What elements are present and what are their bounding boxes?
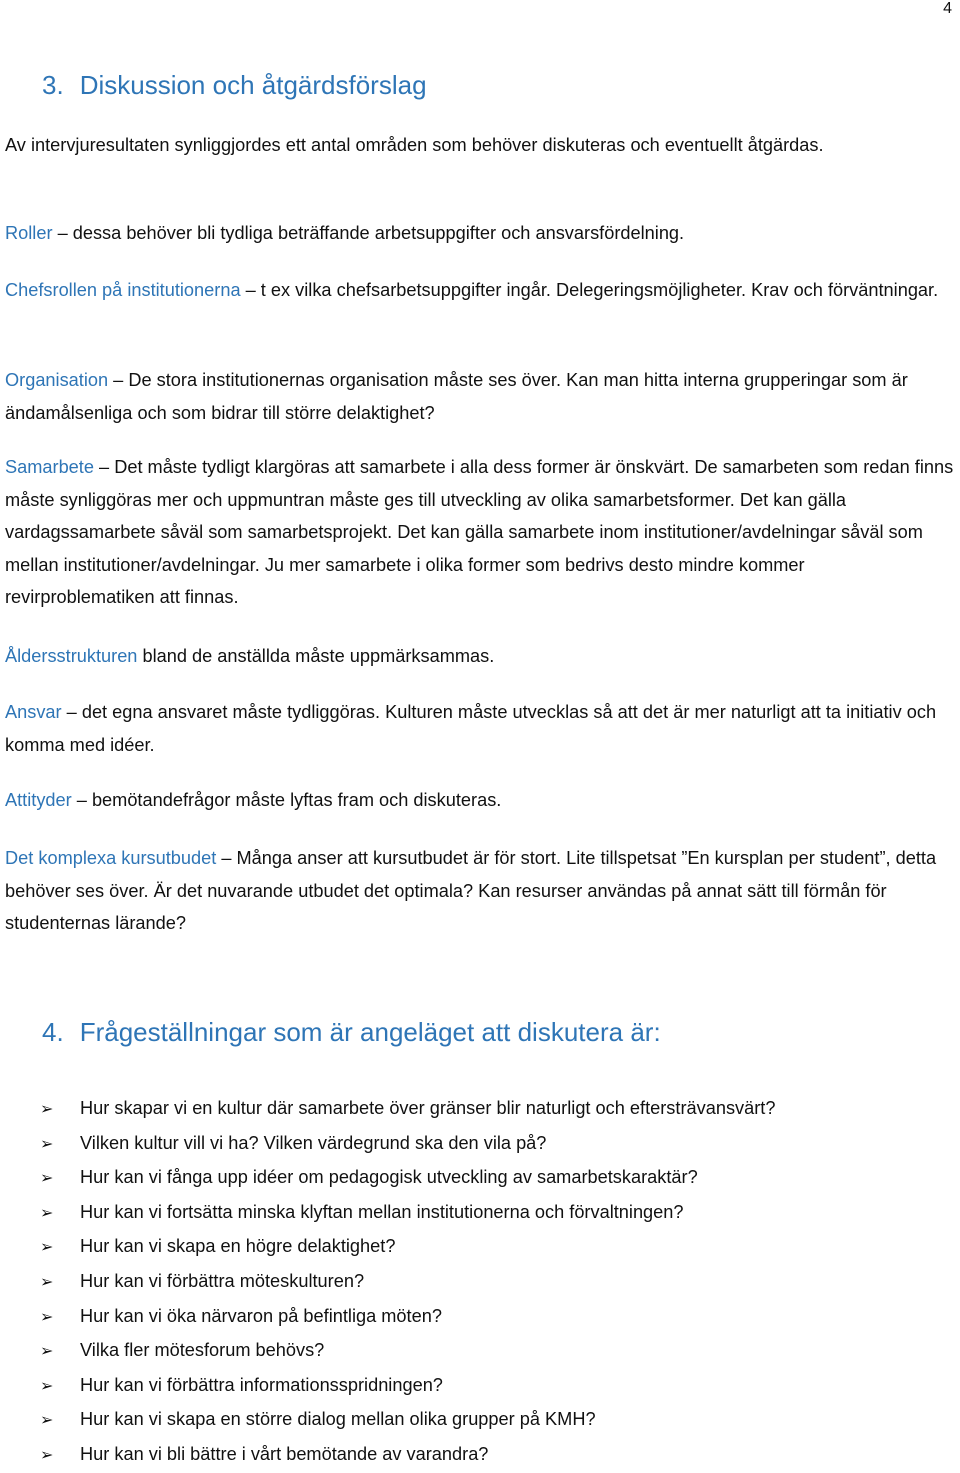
list-item (40, 1300, 775, 1335)
arrowhead-bullet-icon: ➢ (40, 1377, 54, 1395)
section-title: Diskussion och åtgärdsförslag (79, 70, 427, 100)
topic-paragraph-kursutbud (5, 842, 955, 940)
arrowhead-bullet-icon: ➢ (40, 1412, 54, 1430)
list-item (40, 1369, 775, 1404)
question-text: Hur kan vi fortsätta minska klyftan mellan institutionerna och förvaltningen? (80, 1201, 684, 1222)
topic-label: Åldersstrukturen (5, 646, 138, 666)
page-number: 4 (943, 0, 952, 17)
arrowhead-bullet-icon: ➢ (40, 1170, 54, 1188)
arrowhead-bullet-icon: ➢ (40, 1204, 54, 1222)
arrowhead-bullet-icon: ➢ (40, 1343, 54, 1361)
list-item (40, 1196, 775, 1231)
question-text: Hur kan vi skapa en större dialog mellan olika grupper på KMH? (80, 1409, 596, 1430)
question-text: Hur kan vi förbättra informationsspridningen? (80, 1374, 443, 1395)
topic-label: Organisation (5, 370, 109, 390)
list-item (40, 1092, 775, 1127)
topic-paragraph-organisation (5, 364, 955, 429)
topic-text: – t ex vilka chefsarbetsuppgifter ingår. Delegeringsmöjligheter. Krav och förväntningar. (240, 280, 939, 300)
question-list (40, 1092, 775, 1473)
section-3-heading (42, 70, 427, 101)
arrowhead-bullet-icon: ➢ (40, 1446, 54, 1464)
section-number: 4. (42, 1017, 64, 1047)
topic-label: Det komplexa kursutbudet (5, 848, 217, 868)
list-item (40, 1127, 775, 1162)
topic-paragraph-roller (5, 217, 955, 250)
arrowhead-bullet-icon: ➢ (40, 1308, 54, 1326)
topic-paragraph-aldersstrukturen (5, 640, 955, 673)
arrowhead-bullet-icon: ➢ (40, 1239, 54, 1257)
topic-text: – dessa behöver bli tydliga beträffande arbetsuppgifter och ansvarsfördelning. (52, 223, 685, 243)
question-text: Hur skapar vi en kultur där samarbete över gränser blir naturligt och eftersträvansvärt? (80, 1098, 776, 1118)
list-item (40, 1230, 775, 1265)
question-text: Vilka fler mötesforum behövs? (80, 1340, 325, 1361)
section-number: 3. (42, 70, 64, 100)
list-item (40, 1403, 775, 1438)
question-text: Hur kan vi skapa en högre delaktighet? (80, 1236, 396, 1257)
section-title: Frågeställningar som är angeläget att diskutera är: (79, 1017, 661, 1047)
topic-text: – De stora institutionernas organisation måste ses över. Kan man hitta interna grupperingar som är ändamålsenliga och som bidrar till större delaktighet? (5, 370, 908, 423)
topic-paragraph-samarbete (5, 451, 955, 614)
arrowhead-bullet-icon: ➢ (40, 1101, 54, 1118)
question-text: Hur kan vi förbättra möteskulturen? (80, 1270, 365, 1291)
topic-label: Attityder (5, 790, 72, 810)
topic-text: – Det måste tydligt klargöras att samarbete i alla dess former är önskvärt. De samarbeten som redan finns måste synliggöras mer och uppmuntran måste ges till utveckling av olika samarbetsformer. Det kan gälla vardagssamarbete såväl som samarbetsprojekt. Det kan gälla samarbete inom institutioner/avdelningar såväl som mellan institutioner/avdelningar. Ju mer samarbete i olika former som bedrivs desto mindre kommer revirproblematiken att finnas. (5, 457, 954, 607)
question-text: Hur kan vi fånga upp idéer om pedagogisk utveckling av samarbetskaraktär? (80, 1167, 698, 1188)
topic-text: – det egna ansvaret måste tydliggöras. Kulturen måste utvecklas så att det är mer naturligt att ta initiativ och komma med idéer. (5, 702, 937, 755)
topic-text: bland de anställda måste uppmärksammas. (137, 646, 495, 666)
list-item (40, 1265, 775, 1300)
question-text: Hur kan vi öka närvaron på befintliga möten? (80, 1305, 442, 1326)
arrowhead-bullet-icon: ➢ (40, 1273, 54, 1291)
topic-paragraph-chefsrollen (5, 274, 955, 307)
question-text: Vilken kultur vill vi ha? Vilken värdegrund ska den vila på? (80, 1132, 547, 1153)
topic-label: Roller (5, 223, 53, 243)
question-text: Hur kan vi bli bättre i vårt bemötande av varandra? (80, 1443, 489, 1464)
topic-label: Chefsrollen på institutionerna (5, 280, 241, 300)
section-4-heading (42, 1017, 661, 1048)
topic-text: – Många anser att kursutbudet är för stort. Lite tillspetsat ”En kursplan per student”, detta behöver ses över. Är det nuvarande utbudet det optimala? Kan resurser användas på annat sätt till förmån för studenternas lärande? (5, 848, 937, 933)
list-item (40, 1161, 775, 1196)
topic-paragraph-ansvar (5, 696, 955, 761)
topic-paragraph-attityder (5, 784, 955, 817)
topic-label: Ansvar (5, 702, 62, 722)
arrowhead-bullet-icon: ➢ (40, 1135, 54, 1153)
topic-label: Samarbete (5, 457, 94, 477)
list-item (40, 1438, 775, 1473)
intro-paragraph: Av intervjuresultaten synliggjordes ett antal områden som behöver diskuteras och eventuellt åtgärdas. (5, 135, 824, 155)
list-item (40, 1334, 775, 1369)
topic-text: – bemötandefrågor måste lyftas fram och diskuteras. (71, 790, 502, 810)
